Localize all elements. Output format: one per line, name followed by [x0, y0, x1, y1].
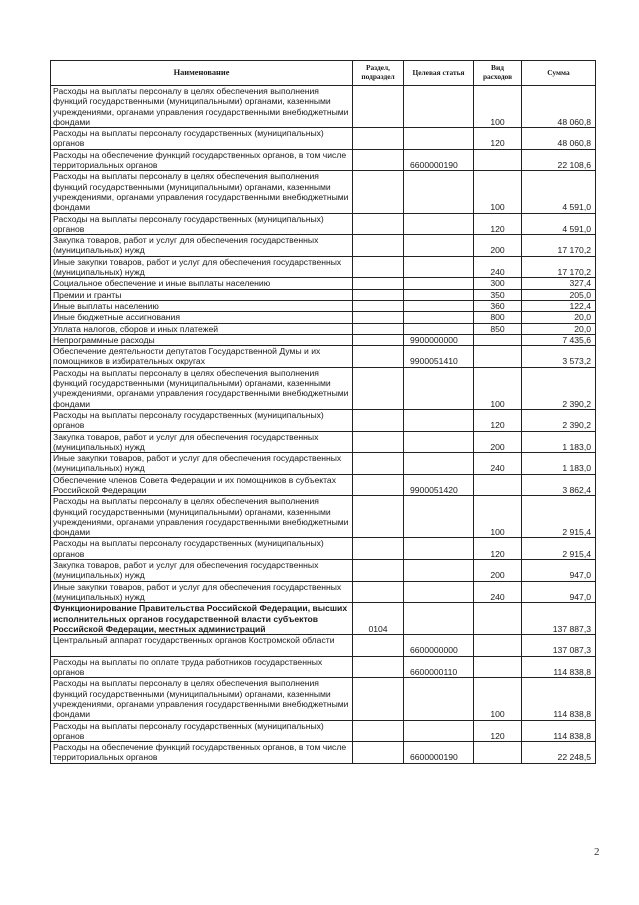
row-section — [353, 300, 404, 311]
table-row — [51, 603, 596, 635]
row-expense-kind: 100 — [474, 171, 522, 213]
row-expense-kind — [474, 149, 522, 171]
row-expense-kind: 100 — [474, 367, 522, 409]
row-section — [353, 367, 404, 409]
row-expense-kind — [474, 742, 522, 764]
table-row — [51, 496, 596, 538]
row-name: Расходы на выплаты персоналу в целях обеспечения выполнения функций государственными (муниципальными) органами, казенными учреждениями, органами управления государственными внебюджетными фондами — [51, 496, 353, 538]
row-target-code: 9900051410 — [404, 346, 474, 368]
row-name: Расходы на выплаты персоналу в целях обеспечения выполнения функций государственными (муниципальными) органами, казенными учреждениями, органами управления государственными внебюджетными фондами — [51, 86, 353, 128]
table-row — [51, 538, 596, 560]
row-section — [353, 312, 404, 323]
table-header-row — [51, 61, 596, 86]
row-section — [353, 496, 404, 538]
table-row — [51, 278, 596, 289]
row-target-code — [404, 603, 474, 635]
table-row — [51, 289, 596, 300]
row-expense-kind — [474, 656, 522, 678]
table-body — [51, 86, 596, 764]
row-section — [353, 742, 404, 764]
table-row — [51, 86, 596, 128]
header-kind: Вид расходов — [474, 61, 522, 86]
row-expense-kind: 360 — [474, 300, 522, 311]
row-sum: 48 060,8 — [522, 128, 596, 150]
table-row — [51, 128, 596, 150]
row-name: Расходы на обеспечение функций государственных органов, в том числе территориальных органов — [51, 149, 353, 171]
row-section — [353, 171, 404, 213]
table-row — [51, 334, 596, 345]
row-target-code — [404, 256, 474, 278]
row-name: Закупка товаров, работ и услуг для обеспечения государственных (муниципальных) нужд — [51, 235, 353, 257]
row-expense-kind: 100 — [474, 678, 522, 720]
row-sum: 22 248,5 — [522, 742, 596, 764]
row-section — [353, 346, 404, 368]
row-expense-kind: 240 — [474, 581, 522, 603]
row-expense-kind: 120 — [474, 128, 522, 150]
table-row — [51, 235, 596, 257]
row-expense-kind — [474, 603, 522, 635]
row-target-code — [404, 367, 474, 409]
row-name: Иные закупки товаров, работ и услуг для обеспечения государственных (муниципальных) нужд — [51, 581, 353, 603]
row-expense-kind: 850 — [474, 323, 522, 334]
row-sum: 327,4 — [522, 278, 596, 289]
row-name: Иные закупки товаров, работ и услуг для обеспечения государственных (муниципальных) нужд — [51, 453, 353, 475]
table-row — [51, 213, 596, 235]
row-target-code: 6600000000 — [404, 635, 474, 657]
table-row — [51, 256, 596, 278]
row-name: Расходы на выплаты персоналу государственных (муниципальных) органов — [51, 213, 353, 235]
row-sum: 137 087,3 — [522, 635, 596, 657]
row-name: Иные выплаты населению — [51, 300, 353, 311]
row-name: Расходы на выплаты по оплате труда работников государственных органов — [51, 656, 353, 678]
row-sum: 122,4 — [522, 300, 596, 311]
row-target-code: 6600000110 — [404, 656, 474, 678]
row-expense-kind: 120 — [474, 409, 522, 431]
row-target-code — [404, 431, 474, 453]
row-section — [353, 720, 404, 742]
row-sum: 2 390,2 — [522, 367, 596, 409]
row-target-code — [404, 453, 474, 475]
row-expense-kind: 120 — [474, 213, 522, 235]
row-sum: 1 183,0 — [522, 453, 596, 475]
row-target-code — [404, 409, 474, 431]
row-name: Расходы на выплаты персоналу в целях обеспечения выполнения функций государственными (муниципальными) органами, казенными учреждениями, органами управления государственными внебюджетными фондами — [51, 171, 353, 213]
table-row — [51, 453, 596, 475]
row-section — [353, 474, 404, 496]
row-name: Расходы на выплаты персоналу в целях обеспечения выполнения функций государственными (муниципальными) органами, казенными учреждениями, органами управления государственными внебюджетными фондами — [51, 678, 353, 720]
table-row — [51, 300, 596, 311]
row-expense-kind — [474, 635, 522, 657]
row-expense-kind — [474, 346, 522, 368]
row-name: Расходы на обеспечение функций государственных органов, в том числе территориальных органов — [51, 742, 353, 764]
row-target-code — [404, 678, 474, 720]
row-sum: 20,0 — [522, 312, 596, 323]
row-name: Расходы на выплаты персоналу государственных (муниципальных) органов — [51, 128, 353, 150]
table-row — [51, 346, 596, 368]
table-row — [51, 720, 596, 742]
row-section — [353, 656, 404, 678]
row-target-code — [404, 581, 474, 603]
row-expense-kind: 120 — [474, 720, 522, 742]
table-row — [51, 323, 596, 334]
row-target-code — [404, 289, 474, 300]
row-target-code — [404, 538, 474, 560]
row-section — [353, 86, 404, 128]
row-section — [353, 560, 404, 582]
row-expense-kind: 350 — [474, 289, 522, 300]
table-row — [51, 149, 596, 171]
row-target-code: 9900000000 — [404, 334, 474, 345]
table-row — [51, 656, 596, 678]
table-row — [51, 560, 596, 582]
row-section — [353, 149, 404, 171]
row-section — [353, 235, 404, 257]
row-expense-kind: 200 — [474, 235, 522, 257]
row-expense-kind: 300 — [474, 278, 522, 289]
row-name: Обеспечение членов Совета Федерации и их помощников в субъектах Российской Федерации — [51, 474, 353, 496]
table-row — [51, 474, 596, 496]
row-section — [353, 453, 404, 475]
row-expense-kind: 240 — [474, 256, 522, 278]
page-number: 2 — [594, 846, 600, 858]
row-name: Расходы на выплаты персоналу в целях обеспечения выполнения функций государственными (муниципальными) органами, казенными учреждениями, органами управления государственными внебюджетными фондами — [51, 367, 353, 409]
header-name: Наименование — [51, 61, 353, 86]
table-row — [51, 678, 596, 720]
row-sum: 947,0 — [522, 560, 596, 582]
row-sum: 4 591,0 — [522, 171, 596, 213]
row-target-code — [404, 323, 474, 334]
row-name: Иные закупки товаров, работ и услуг для обеспечения государственных (муниципальных) нужд — [51, 256, 353, 278]
row-sum: 2 915,4 — [522, 496, 596, 538]
row-name: Обеспечение деятельности депутатов Государственной Думы и их помощников в избирательных округах — [51, 346, 353, 368]
row-section — [353, 538, 404, 560]
table-row — [51, 431, 596, 453]
row-target-code: 6600000190 — [404, 742, 474, 764]
row-target-code: 6600000190 — [404, 149, 474, 171]
row-target-code: 9900051420 — [404, 474, 474, 496]
row-expense-kind: 800 — [474, 312, 522, 323]
row-sum: 114 838,8 — [522, 656, 596, 678]
row-section — [353, 678, 404, 720]
row-sum: 22 108,6 — [522, 149, 596, 171]
row-target-code — [404, 171, 474, 213]
row-expense-kind: 200 — [474, 431, 522, 453]
row-expense-kind: 100 — [474, 86, 522, 128]
row-sum: 114 838,8 — [522, 678, 596, 720]
row-name: Социальное обеспечение и иные выплаты населению — [51, 278, 353, 289]
row-section — [353, 289, 404, 300]
header-target: Целевая статья — [404, 61, 474, 86]
budget-table — [50, 60, 596, 764]
row-target-code — [404, 278, 474, 289]
row-target-code — [404, 496, 474, 538]
row-section: 0104 — [353, 603, 404, 635]
row-expense-kind — [474, 334, 522, 345]
row-sum: 3 862,4 — [522, 474, 596, 496]
row-expense-kind: 120 — [474, 538, 522, 560]
row-section — [353, 431, 404, 453]
row-name: Закупка товаров, работ и услуг для обеспечения государственных (муниципальных) нужд — [51, 560, 353, 582]
row-target-code — [404, 300, 474, 311]
row-sum: 1 183,0 — [522, 431, 596, 453]
row-sum: 205,0 — [522, 289, 596, 300]
row-section — [353, 581, 404, 603]
row-name: Расходы на выплаты персоналу государственных (муниципальных) органов — [51, 409, 353, 431]
table-row — [51, 312, 596, 323]
row-target-code — [404, 720, 474, 742]
row-expense-kind — [474, 474, 522, 496]
row-name: Иные бюджетные ассигнования — [51, 312, 353, 323]
header-section: Раздел, подраздел — [353, 61, 404, 86]
table-row — [51, 581, 596, 603]
row-sum: 137 887,3 — [522, 603, 596, 635]
row-name: Премии и гранты — [51, 289, 353, 300]
row-target-code — [404, 235, 474, 257]
row-target-code — [404, 560, 474, 582]
row-sum: 7 435,6 — [522, 334, 596, 345]
row-section — [353, 278, 404, 289]
row-sum: 114 838,8 — [522, 720, 596, 742]
row-section — [353, 409, 404, 431]
row-sum: 17 170,2 — [522, 235, 596, 257]
row-name: Закупка товаров, работ и услуг для обеспечения государственных (муниципальных) нужд — [51, 431, 353, 453]
row-sum: 4 591,0 — [522, 213, 596, 235]
row-name: Центральный аппарат государственных органов Костромской области — [51, 635, 353, 657]
row-sum: 2 915,4 — [522, 538, 596, 560]
row-expense-kind: 240 — [474, 453, 522, 475]
table-row — [51, 742, 596, 764]
row-expense-kind: 200 — [474, 560, 522, 582]
row-section — [353, 213, 404, 235]
row-expense-kind: 100 — [474, 496, 522, 538]
row-section — [353, 128, 404, 150]
header-sum: Сумма — [522, 61, 596, 86]
row-sum: 3 573,2 — [522, 346, 596, 368]
row-section — [353, 323, 404, 334]
table-row — [51, 367, 596, 409]
table-row — [51, 409, 596, 431]
row-name: Уплата налогов, сборов и иных платежей — [51, 323, 353, 334]
row-name: Непрограммные расходы — [51, 334, 353, 345]
budget-table-sheet — [50, 60, 595, 764]
row-target-code — [404, 128, 474, 150]
row-sum: 20,0 — [522, 323, 596, 334]
row-name: Функционирование Правительства Российской Федерации, высших исполнительных органов государственной власти субъектов Российской Федерации, местных администраций — [51, 603, 353, 635]
row-target-code — [404, 213, 474, 235]
row-target-code — [404, 312, 474, 323]
row-section — [353, 334, 404, 345]
row-sum: 48 060,8 — [522, 86, 596, 128]
row-name: Расходы на выплаты персоналу государственных (муниципальных) органов — [51, 538, 353, 560]
row-sum: 2 390,2 — [522, 409, 596, 431]
row-sum: 17 170,2 — [522, 256, 596, 278]
table-row — [51, 635, 596, 657]
row-sum: 947,0 — [522, 581, 596, 603]
table-row — [51, 171, 596, 213]
row-section — [353, 635, 404, 657]
row-section — [353, 256, 404, 278]
row-target-code — [404, 86, 474, 128]
row-name: Расходы на выплаты персоналу государственных (муниципальных) органов — [51, 720, 353, 742]
